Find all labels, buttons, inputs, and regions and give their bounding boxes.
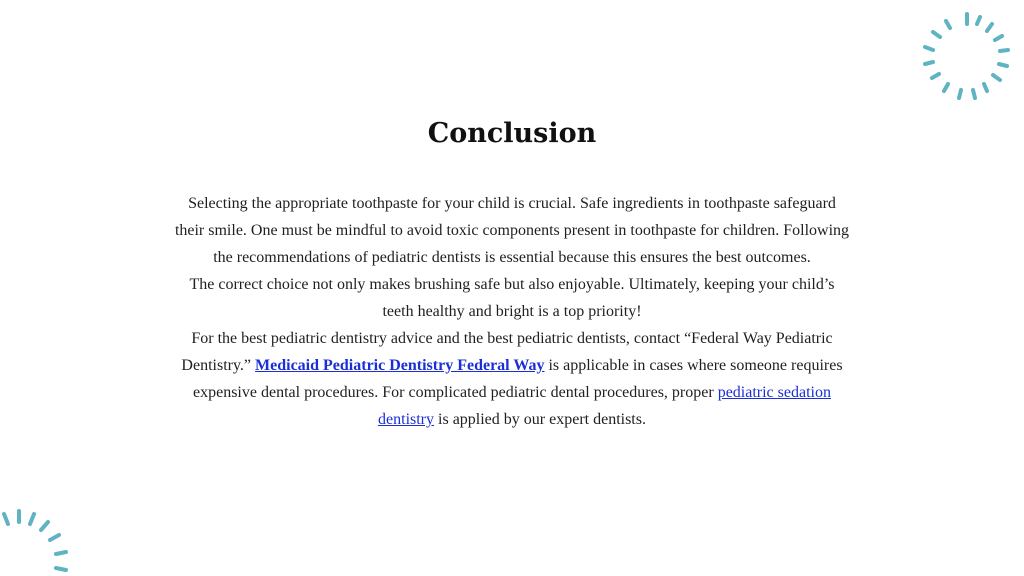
sedation-dentistry-link[interactable]: pediatric sedation dentistry [378, 384, 831, 428]
paragraph-toothpaste: Selecting the appropriate toothpaste for your child is crucial. Safe ingredients in toothpaste safeguard their smile. One must be mindful to avoid toxic components present in toothpaste for children. Following the recommendations of pediatric dentists is essential because this ensures the best outcomes. [174, 195, 850, 266]
contact-outro-text: is applied by our expert dentists. [434, 411, 646, 428]
sunburst-decoration-icon [0, 506, 74, 576]
body-text [172, 190, 852, 433]
page-title: Conclusion [427, 118, 597, 149]
paragraph-choice: The correct choice not only makes brushing safe but also enjoyable. Ultimately, keeping your child’s teeth healthy and bright is a top priority! [189, 276, 835, 320]
contact-middle-text: is applicable in cases where someone requires expensive dental procedures. For complicated pediatric dental procedures, proper [193, 357, 843, 401]
sunburst-decoration-icon [920, 10, 1014, 104]
paragraph-contact [172, 325, 852, 433]
contact-intro-text: For the best pediatric dentistry advice and the best pediatric dentists, contact “Federal Way Pediatric Dentistry.” [181, 330, 833, 374]
medicaid-dentistry-link[interactable]: Medicaid Pediatric Dentistry Federal Way [255, 357, 545, 374]
